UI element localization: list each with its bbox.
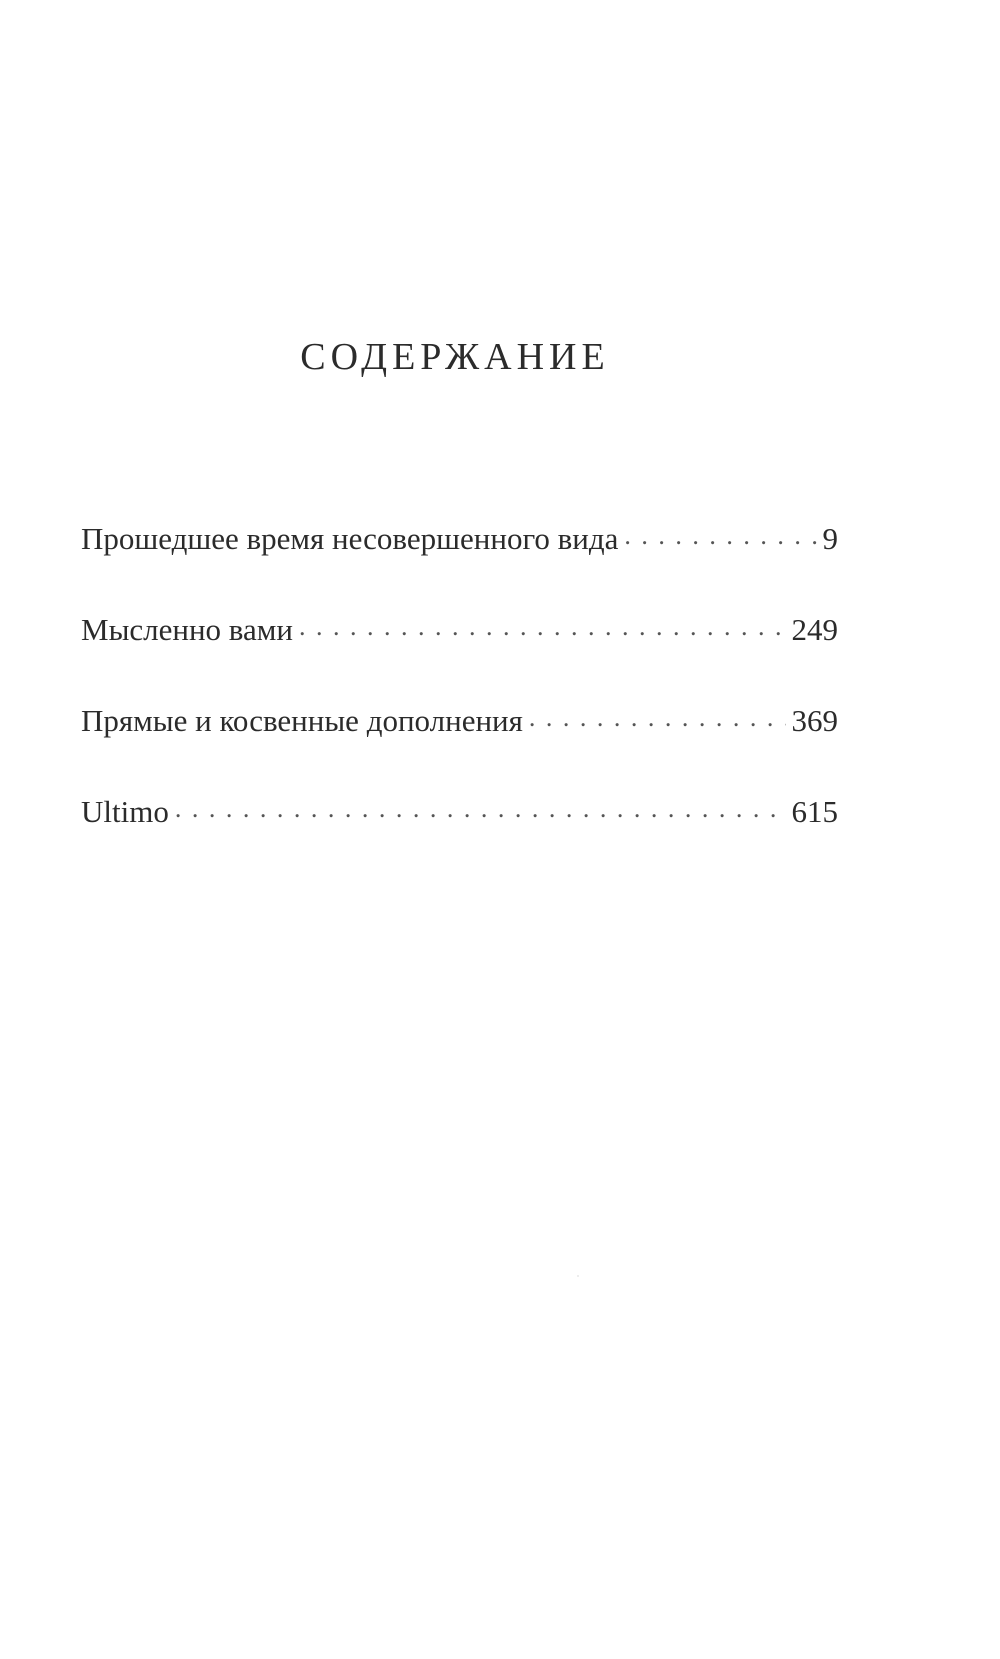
toc-entry-title: Прошедшее время несовершенного вида — [81, 521, 619, 556]
toc-page-number: 369 — [791, 703, 838, 738]
toc-entry — [81, 609, 838, 700]
toc-entry-title: Прямые и косвенные дополнения — [81, 703, 523, 738]
toc-page-number: 615 — [791, 794, 838, 829]
page-title: СОДЕРЖАНИЕ — [300, 336, 610, 378]
paper-speck — [577, 1275, 579, 1277]
dot-leader — [529, 700, 786, 731]
dot-leader — [175, 791, 786, 822]
toc-entry — [81, 700, 838, 791]
dot-leader — [299, 609, 785, 640]
toc-entry — [81, 791, 838, 882]
toc-entry-title: Мысленно вами — [81, 612, 294, 647]
toc-entry — [81, 518, 838, 609]
table-of-contents — [81, 518, 838, 882]
toc-page-number: 249 — [791, 612, 838, 647]
toc-entry-title: Ultimo — [81, 794, 169, 829]
dot-leader — [624, 518, 816, 549]
toc-page-number: 9 — [822, 521, 838, 556]
